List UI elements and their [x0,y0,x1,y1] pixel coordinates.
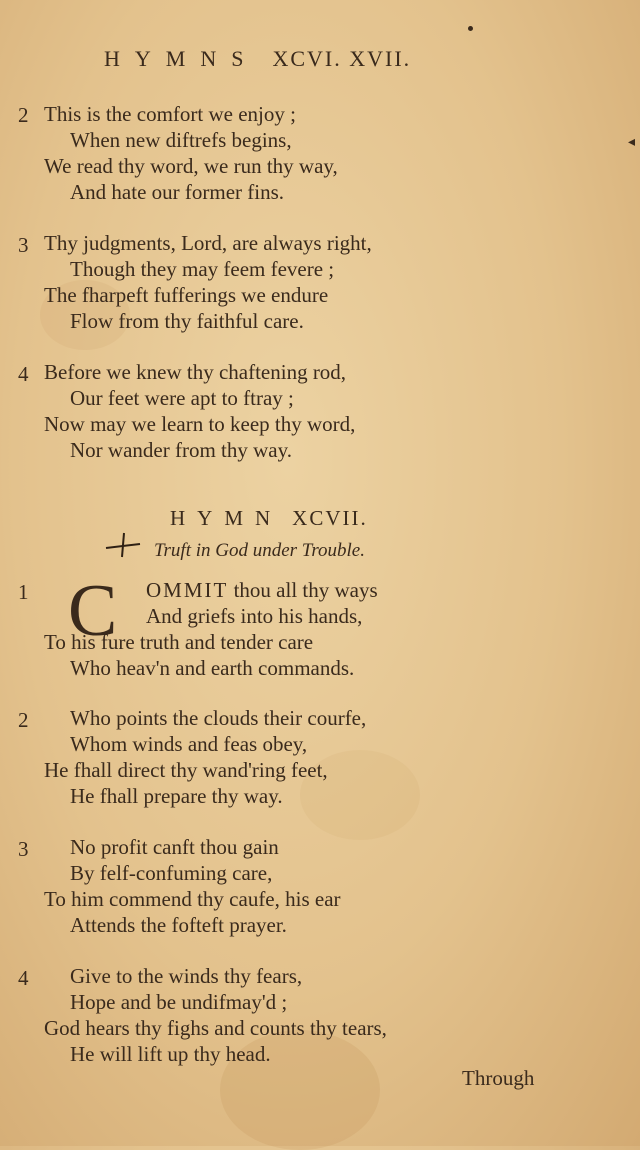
verse-line: He fhall prepare thy way. [70,784,283,808]
verse-line: We read thy word, we run thy way, [44,154,338,178]
hymn-title-word: HYMN [170,506,283,530]
catchword: Through [462,1066,535,1090]
verse-line: The fharpeft fufferings we endure [44,283,329,307]
verse-line: Who points the clouds their courfe, [70,706,367,730]
verse-line: He fhall direct thy wand'ring feet, [44,758,328,782]
stanza-number: 1 [18,580,29,604]
verse-line: Before we knew thy chaftening rod, [44,360,347,384]
verse-line: When new diftrefs begins, [70,128,292,152]
drop-cap: C [68,570,118,652]
verse-line: Our feet were apt to ftray ; [70,386,294,410]
verse-line: God hears thy fighs and counts thy tears, [44,1016,387,1040]
verse-line: Give to the winds thy fears, [70,964,303,988]
hymn-subtitle: Truft in God under Trouble. [154,540,365,561]
stanza-number: 4 [18,362,29,386]
verse-line: To his fure truth and tender care [44,630,314,654]
verse-line: No profit canft thou gain [70,835,279,859]
verse-line: Though they may feem fevere ; [70,257,335,281]
verse-line: To him commend thy caufe, his ear [44,887,341,911]
stanza-number: 2 [18,708,29,732]
first-line-rest: thou all thy ways [228,578,378,602]
handwritten-cross-mark [104,530,144,560]
first-word-caps: OMMIT [146,578,229,602]
running-head-numbers: XCVI. XVII. [272,46,412,71]
stanza-number: 2 [18,103,29,127]
margin-mark: ◂ [628,134,636,150]
stanza-number: 3 [18,837,29,861]
verse-line: This is the comfort we enjoy ; [44,102,296,126]
running-head-word: HYMNS [104,46,259,71]
running-head [104,46,411,72]
verse-line: He will lift up thy head. [70,1042,271,1066]
verse-line: By felf-confuming care, [70,861,273,885]
hymn-title [170,506,368,531]
ink-dot [468,26,473,31]
stanza-number: 3 [18,233,29,257]
verse-line-first [146,577,378,603]
verse-line: Thy judgments, Lord, are always right, [44,231,372,255]
verse-line: Flow from thy faithful care. [70,309,304,333]
verse-line: Attends the fofteft prayer. [70,913,287,937]
verse-line: Who heav'n and earth commands. [70,656,355,680]
hymn-title-number: XCVII. [292,506,368,530]
stanza-number: 4 [18,966,29,990]
verse-line: Hope and be undifmay'd ; [70,990,288,1014]
verse-line: And hate our former fins. [70,180,285,204]
verse-line: And griefs into his hands, [146,604,363,628]
verse-line: Whom winds and feas obey, [70,732,308,756]
verse-line: Now may we learn to keep thy word, [44,412,356,436]
verse-line: Nor wander from thy way. [70,438,292,462]
